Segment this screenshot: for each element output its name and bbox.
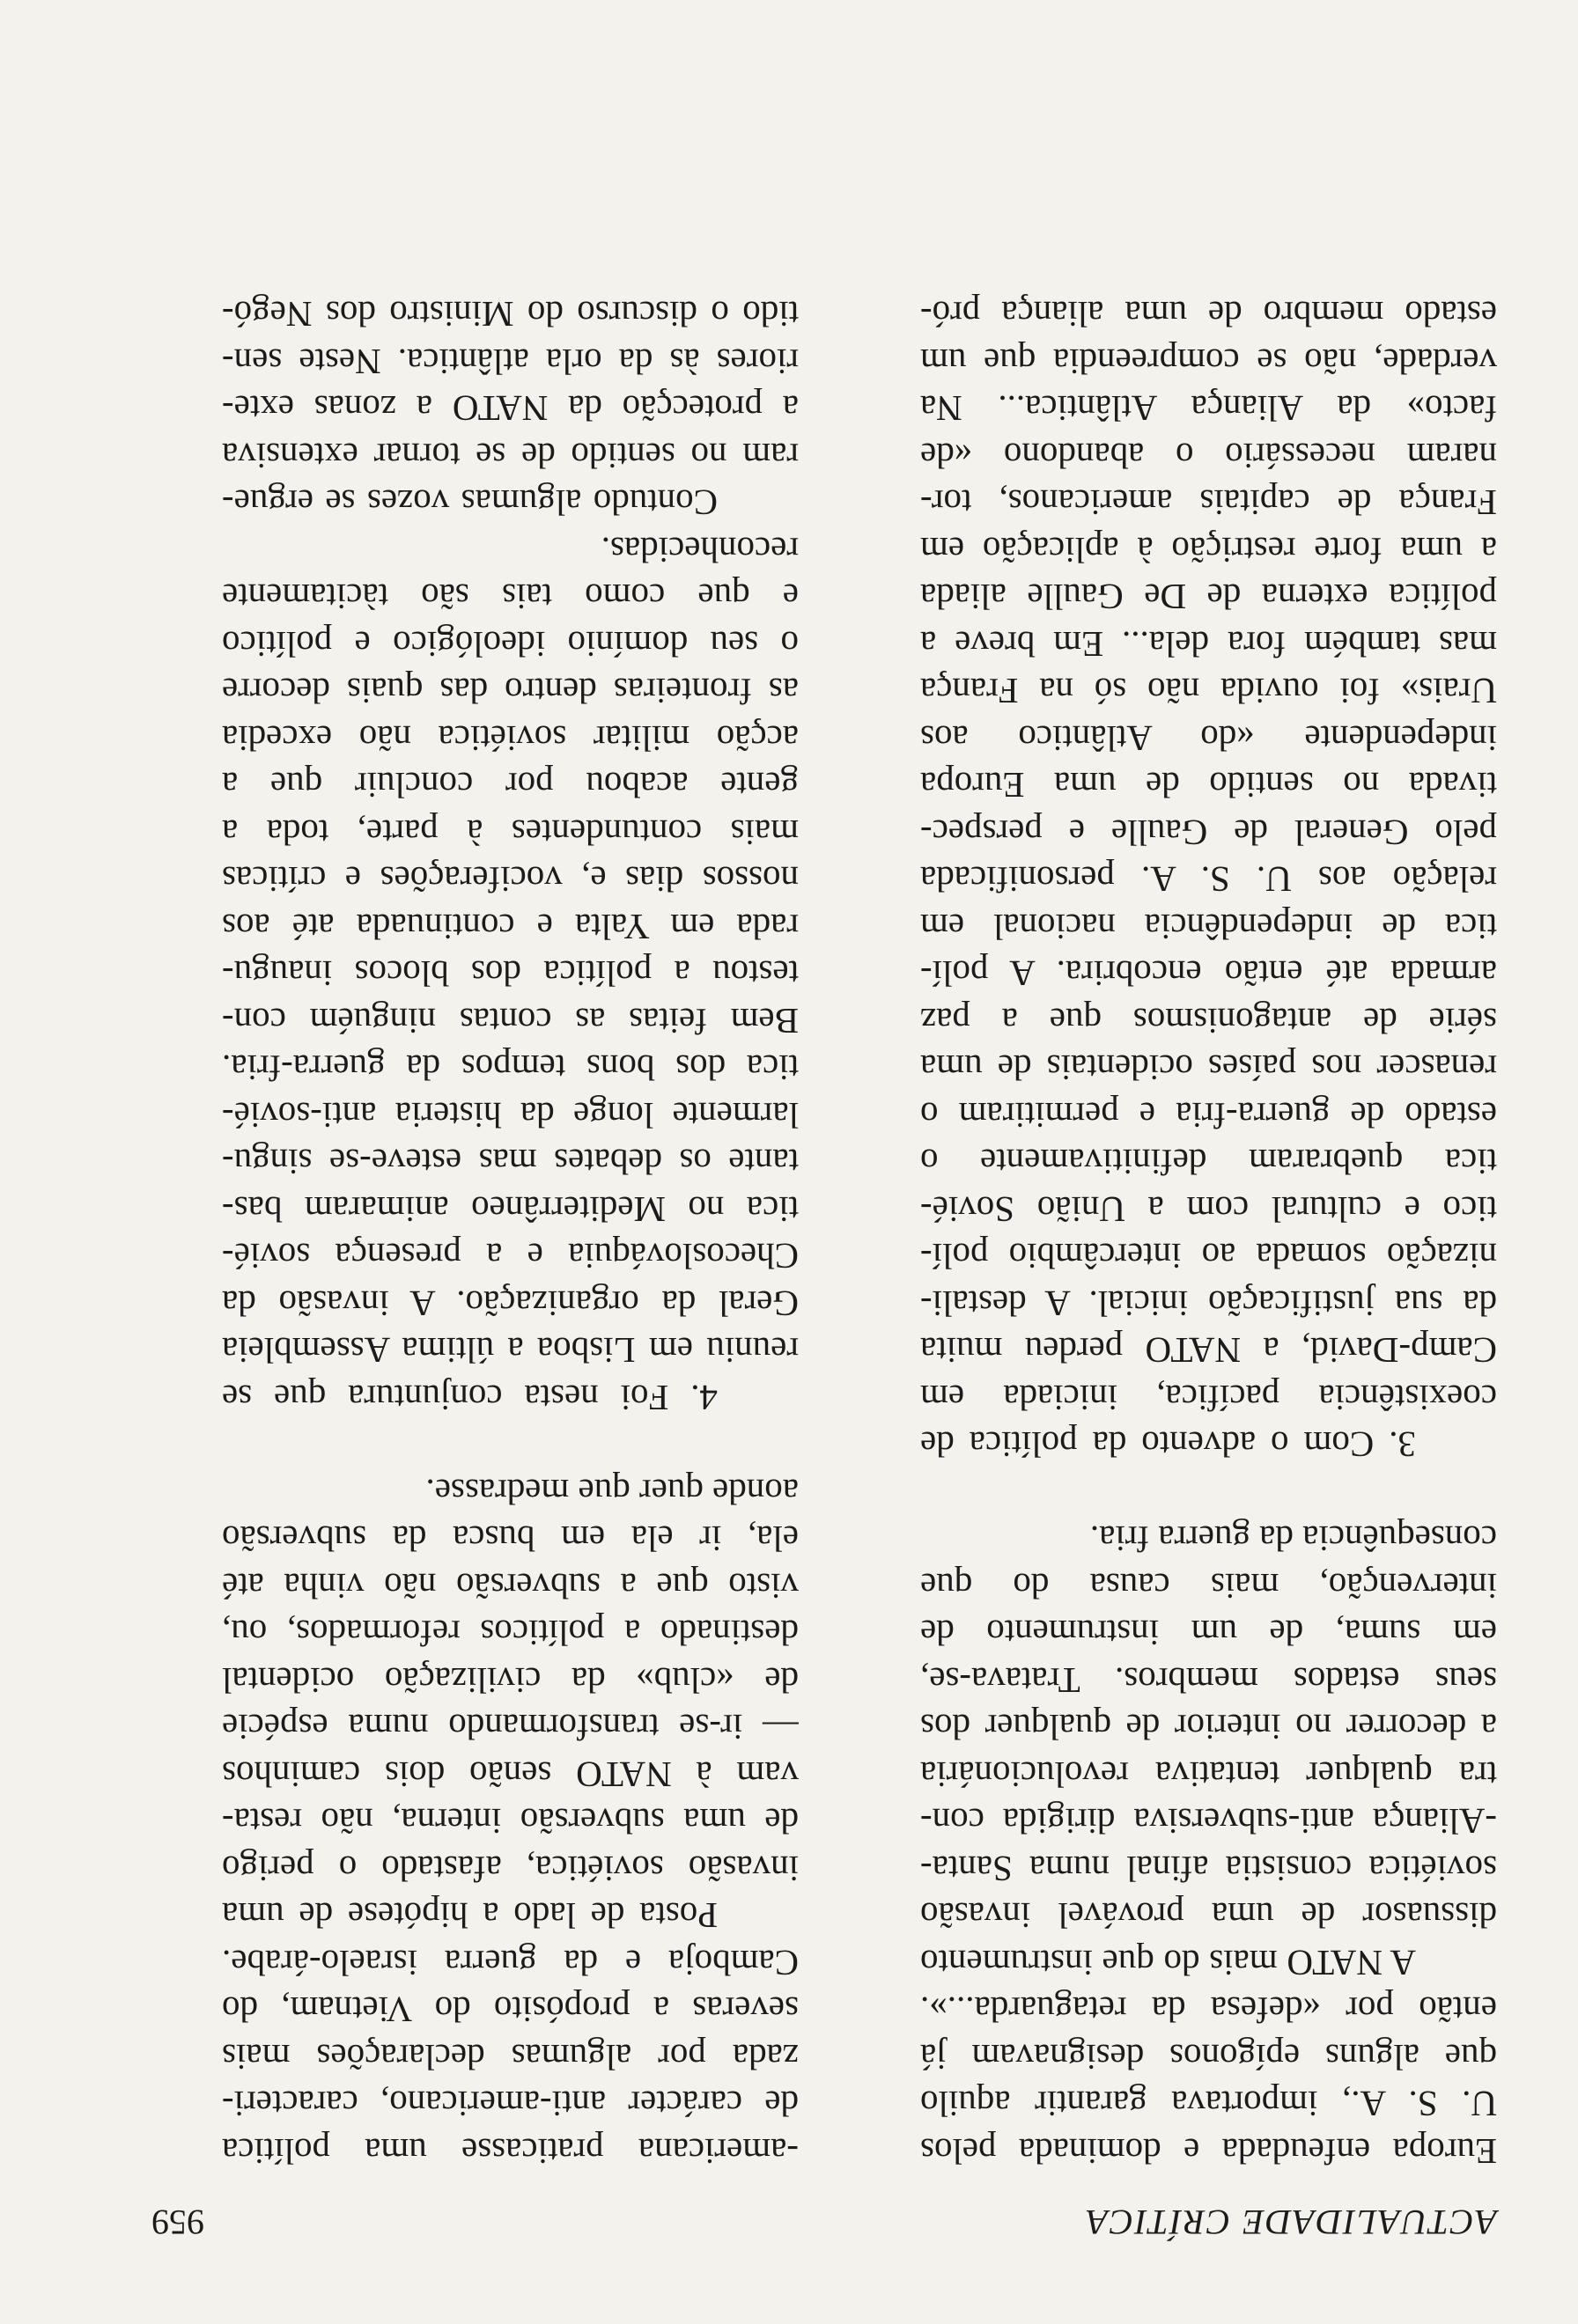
text-line: seus estados membros. Tratava-se, <box>920 1660 1497 1701</box>
text-line: Urais» foi ouvida não só na França <box>920 671 1497 712</box>
text-line: destinado a políticos reformados, ou, <box>222 1613 799 1654</box>
text-line: de carácter anti-americano, caracteri- <box>222 2084 799 2125</box>
text-line: a decorrer no interior de qualquer dos <box>920 1707 1497 1748</box>
text-line: naram necessário o abandono «de <box>920 436 1497 476</box>
text-line: série de antagonismos que a paz <box>920 1001 1497 1041</box>
text-line: testou a política dos blocos inaugu- <box>222 953 799 995</box>
text-line: tante os debates mas esteve-se singu- <box>222 1142 799 1183</box>
text-line: renascer nos países ocidentais de uma <box>920 1048 1497 1089</box>
page-number: 959 <box>151 2203 204 2242</box>
text-line: Bem feitas as contas ninguém con- <box>222 1001 799 1041</box>
text-line: — ir-se transformando numa espécie <box>222 1707 799 1748</box>
text-line: então por «defesa da retaguarda...». <box>920 1989 1497 2031</box>
text-line: reconhecidas. <box>601 530 799 570</box>
text-line: as fronteiras dentro das quais decorre <box>222 671 799 712</box>
text-line: mais contundentes à parte, toda a <box>222 813 799 853</box>
text-line: tivada no sentido de uma Europa <box>920 765 1497 806</box>
text-line: armada até então encobrira. A polí- <box>920 953 1497 995</box>
text-line: intervenção, mais causa do que <box>920 1566 1497 1607</box>
text-line: Checoslováquia e a presença sovié- <box>222 1236 799 1277</box>
text-line: soviética consistia afinal numa Santa- <box>920 1849 1497 1889</box>
text-line: zada por algumas declarações mais <box>222 2037 799 2078</box>
text-line: facto» da Aliança Atlântica... Na <box>920 388 1497 430</box>
text-line: nossos dias e, vociferações e críticas <box>222 859 799 901</box>
text-line: gente acabou por concluir que a <box>222 765 799 806</box>
text-line: invasão soviética, afastado o perigo <box>222 1849 799 1889</box>
text-line: 3. Com o advento da política de <box>920 1424 1416 1466</box>
text-line: estado membro de uma aliança pró- <box>920 294 1497 335</box>
text-line: tra qualquer tentativa revolucionária <box>920 1754 1497 1795</box>
text-line: aonde quer que medrasse. <box>425 1472 799 1512</box>
text-line: -americana praticasse uma política <box>222 2131 799 2172</box>
text-line: visto que a subversão não vinha até <box>222 1566 799 1607</box>
text-line: consequência da guerra fria. <box>1089 1519 1497 1560</box>
text-line: de «club» da civilização ocidental <box>222 1660 799 1701</box>
text-line: e que como tais são tàcitamente <box>222 577 799 618</box>
text-line: coexistência pacífica, iniciada em <box>920 1378 1497 1418</box>
text-line: França de capitais americanos, tor- <box>920 482 1497 524</box>
text-line: Camp-David, a NATO perdeu muita <box>920 1330 1497 1372</box>
text-line: riores às da orla atlântica. Neste sen- <box>222 342 799 382</box>
text-line: U. S. A., importava garantir aquilo <box>920 2084 1497 2125</box>
text-line: acção militar soviética não excedia <box>222 718 799 759</box>
text-line: larmente longe da histeria anti-sovié- <box>222 1095 799 1136</box>
left-column <box>920 290 1497 2174</box>
text-line: vam à NATO senão dois caminhos <box>222 1754 799 1795</box>
text-line: política externa de De Gaulle aliada <box>920 577 1497 618</box>
text-line: mas também fora dela... Em breve a <box>920 624 1497 665</box>
text-line: Geral da organização. A invasão da <box>222 1283 799 1324</box>
text-line: estado de guerra-fria e permitiram o <box>920 1095 1497 1136</box>
text-line: tica de independência nacional em <box>920 907 1497 947</box>
text-line: da sua justificação inicial. A destali- <box>920 1283 1497 1324</box>
text-line: ela, ir ela em busca da subversão <box>222 1519 799 1560</box>
text-line: verdade, não se compreendia que um <box>920 342 1497 382</box>
text-line: reuniu em Lisboa a última Assembleia <box>222 1330 799 1372</box>
text-line: a protecção da NATO a zonas exte- <box>222 388 799 430</box>
text-line: tica no Mediterrâneo animaram bas- <box>222 1189 799 1230</box>
text-line: ram no sentido de se tornar extensiva <box>222 436 799 476</box>
text-line: tido o discurso do Ministro dos Negó- <box>222 294 799 335</box>
text-line: dissuasor de uma provável invasão <box>920 1895 1497 1937</box>
text-line: 4. Foi nesta conjuntura que se <box>222 1378 718 1418</box>
text-line: a uma forte restrição à aplicação em <box>920 530 1497 570</box>
text-line: Posta de lado a hipótese de uma <box>222 1895 718 1937</box>
text-line: Camboja e da guerra israelo-árabe. <box>222 1943 799 1983</box>
text-line: em suma, de um instrumento de <box>920 1613 1497 1654</box>
text-line: A NATO mais do que instrumento <box>920 1943 1416 1983</box>
text-line: nização somada ao intercâmbio polí- <box>920 1236 1497 1277</box>
text-line: pelo General de Gaulle e perspec- <box>920 813 1497 853</box>
right-column <box>222 290 799 2174</box>
text-line: -Aliança anti-subversiva dirigida con- <box>920 1801 1497 1842</box>
text-line: Europa enfeudada e dominada pelos <box>920 2131 1497 2172</box>
running-title: ACTUALIDADE CRÍTICA <box>1085 2203 1497 2242</box>
paragraph-gap <box>222 1421 799 1468</box>
text-line: tica quebraram definitivamente o <box>920 1142 1497 1183</box>
text-line: independente «do Atlântico aos <box>920 718 1497 759</box>
text-line: que alguns epígonos designavam já <box>920 2037 1497 2078</box>
text-line: o seu domínio ideológico e político <box>222 624 799 665</box>
text-line: rada em Yalta e continuada até aos <box>222 907 799 947</box>
text-line: Contudo algumas vozes se ergue- <box>222 482 718 524</box>
paragraph-gap <box>920 1468 1497 1516</box>
text-line: tica dos bons tempos da guerra-fria. <box>222 1048 799 1089</box>
text-line: relação aos U. S. A. personificada <box>920 859 1497 901</box>
text-line: de uma subversão interna, não resta- <box>222 1801 799 1842</box>
text-line: severas a propósito do Vietnam, do <box>222 1989 799 2031</box>
text-line: tico e cultural com a União Sovié- <box>920 1189 1497 1230</box>
